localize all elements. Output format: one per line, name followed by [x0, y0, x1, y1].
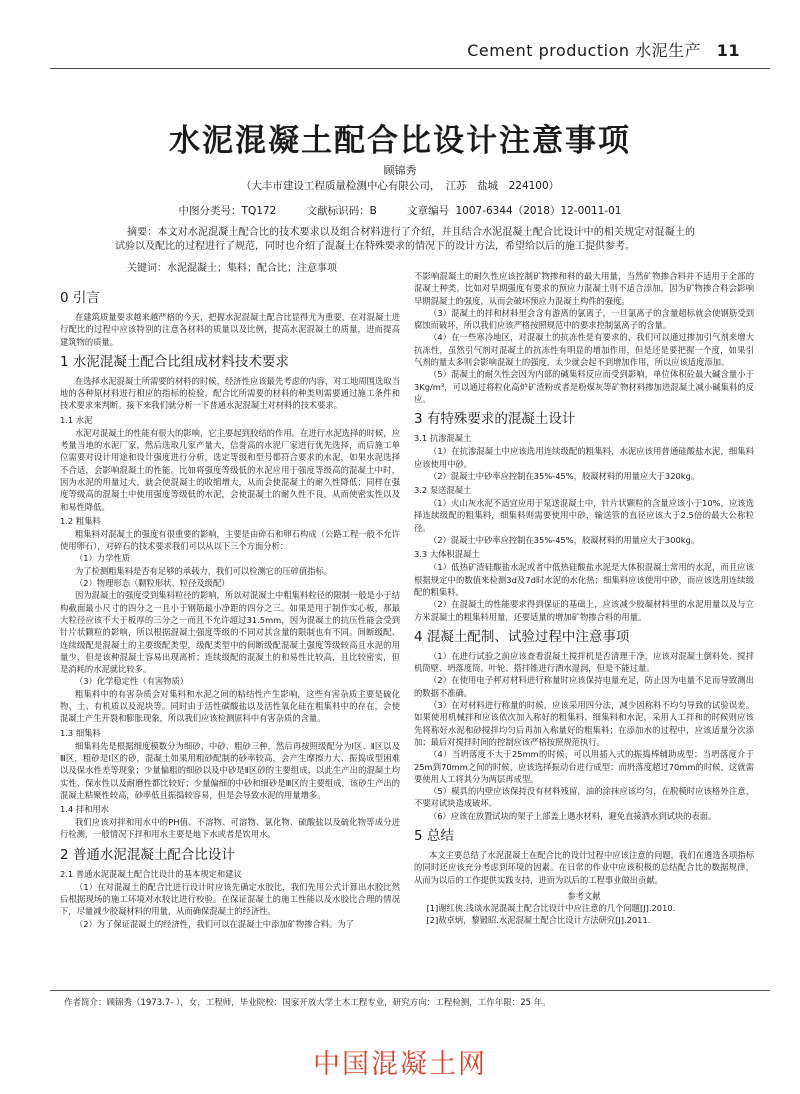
section-heading: 1 水泥混凝土配合比组成材料技术要求 — [60, 353, 289, 370]
paragraph: （2）混凝土中砂率应控制在35%-45%，胶凝材料的用量应大于320kg。 — [428, 470, 700, 481]
footnote-rule — [50, 990, 770, 991]
paragraph: 在选择水泥混凝土所需要的材料的时候，经济性应该最先考虑的内容，对工地周围选取当地的各种原材料进行相应的指标的检验，配合比所需要的材料的种类则需要通过施工条件和技术要求来判断。接下来我们就分析一下普通水泥混凝土对材料的技术要求。 — [60, 375, 400, 411]
paragraph: （3）混凝土的拌和材料里会含有游离的氯离子，一旦氯离子的含量超标就会使钢筋受到腐蚀而破坏，所以我们应该严格按照规范中的要求控制氯离子的含量。 — [414, 307, 754, 331]
reference-item: [2]敖卓炳，黎锻昭.水泥混凝土配合比设计方法研究[J].2011. — [426, 915, 651, 926]
paragraph: （4）在一些寒冷地区，对混凝土的抗冻性是有要求的，我们可以通过掺加引气剂来增大抗冻性，虽然引气剂对混凝土的抗冻性有明显的增加作用，但是还是要把握一个度，如果引气剂的量太多则会影响混凝土的强度，太少就会起不到增加作用，所以应该适度添加。 — [414, 332, 754, 368]
paragraph: 为了检测粗集料是否有足够的承载力，我们可以检测它的压碎值指标。 — [74, 565, 333, 576]
paragraph: （4）当坍落度不大于25mm的时候，可以用插入式的振捣棒辅助成型；当坍落度介于25m到70mm之间的时候，应该选择振动台进行成型；而坍落度超过70mm的时候，这就需要使用人工将其分为两层再成型。 — [414, 749, 754, 784]
clc-number: 中图分类号：TQ172 — [178, 205, 277, 217]
paragraph: （1）在进行试验之前应该查看混凝土搅拌机是否清理干净，应该对混凝土倒料处、搅拌机筒壁、坍落度筒、叶轮、搭拌锥进行洒水湿润，但是不能过量。 — [414, 650, 754, 674]
subsection-heading: 1.1 水泥 — [60, 414, 93, 425]
section-heading: 4 混凝土配制、试验过程中注意事项 — [414, 628, 630, 645]
author-affiliation: （大丰市建设工程质量检测中心有限公司， 江苏 盐城 224100） — [240, 180, 560, 192]
abstract: 摘要：本文对水泥混凝土配合比的技术要求以及组合材料进行了介绍，并且结合水泥混凝土配合比设计中的相关规定对混凝土的试验以及配比的过程进行了规范，同时也介绍了混凝土在特殊要求的情况下的设计方法，希望给以后的施工提供参考。 — [115, 227, 695, 252]
list-item: （3）化学稳定性（有害物质） — [74, 676, 189, 687]
paragraph: （6）应该在放置试块的架子上部盖上遇水材料，避免直接洒水到试块的表面。 — [428, 810, 717, 821]
header-rule — [50, 68, 770, 69]
reference-item: [1]谢红侠.浅谈水泥混凝土配合比设计中应注意的几个问题[J].2010. — [426, 903, 676, 914]
list-item: （2）物理形态（颗粒形状、粒径及级配） — [74, 578, 230, 589]
subsection-heading: 2.1 普通水泥混凝土配合比设计的基本规定和建议 — [60, 868, 242, 879]
subsection-heading: 1.3 细集料 — [60, 727, 101, 738]
journal-name: Cement production 水泥生产 — [467, 41, 702, 60]
author-name: 顾锦秀 — [383, 164, 417, 177]
paragraph: （1）在抗渗混凝土中应该选用连续级配的粗集料，水泥应该用普通硅酸盐水泥，细集料应该使用中砂。 — [414, 446, 754, 469]
paragraph: 细集料先是根据细度模数分为细砂、中砂、粗砂三种，然后再按照级配分为Ⅰ区、Ⅱ区以及Ⅲ区，粗砂是Ⅰ区的砂，混凝土如果用粗砂配制的砂率较高，会产生摩擦力大、振捣成型困难以及保水性差等现象；少量偏粗的细砂以及中砂是Ⅱ区砂的主要组成，以此生产出的混凝土均实性、保水性以及耐磨性都比较好；少量偏细的中砂和细砂是Ⅲ区的主要组成，该砂生产出的混凝土粘聚性较高，砂率低且振捣较容易，但是会导致水泥的用量增多。 — [60, 740, 400, 800]
article-number: 文章编号 1007-6344（2018）12-0011-01 — [407, 205, 622, 217]
paper-title: 水泥混凝土配合比设计注意事项 — [169, 123, 631, 159]
paragraph: 粗集料中的有害杂质会对集料和水泥之间的粘结性产生影响，这些有害杂质主要是硫化物、土、有机质以及泥块等。同时由于活性碳酸盐以及活性氧化硅在粗集料中的存在，会使混凝土产生开裂和膨胀现象，所以我们应该检测原料中有害杂质的含量。 — [60, 688, 400, 724]
paragraph: （1）低热矿渣硅酸盐水泥或者中低热硅酸盐水泥是大体积混凝土常用的水泥，而且应该根据规定中的数值来检测3d及7d时水泥的水化热；细集料应该使用中砂，而应该选用连续级配的粗集料。 — [414, 562, 754, 597]
references-heading: 参考文献 — [567, 890, 601, 901]
subsection-heading: 3.2 泵送混凝土 — [414, 485, 472, 496]
subsection-heading: 3.1 抗渗混凝土 — [414, 433, 472, 444]
keywords: 关键词：水泥混凝土；集料；配合比；注意事项 — [127, 263, 337, 274]
running-header — [467, 38, 740, 61]
paragraph: （2）为了保证混凝土的经济性，我们可以在混凝土中添加矿物掺合料。为了 — [74, 918, 355, 929]
paragraph: （5）模具的内壁应该保持没有材料残留，油的涂抹应该均匀，在脱模时应该格外注意，不要对试块造成破坏。 — [414, 786, 754, 809]
right-column — [414, 270, 754, 927]
paragraph: （5）混凝土的耐久性会因为内部的碱集料反应而受到影响，单位体积砼最大碱含量小于3Kg/m³，可以通过将粒化高炉矿渣粉或者是粉煤灰等矿物材料掺加进混凝土减小碱集料的反应。 — [414, 369, 754, 404]
left-column — [60, 284, 400, 930]
document-code: 文献标识码：B — [306, 205, 377, 217]
subsection-heading: 1.2 粗集料 — [60, 515, 101, 526]
list-item: （1）力学性质 — [74, 553, 130, 564]
paragraph: 水泥对混凝土的性能有很大的影响，它主要起到胶结的作用。在进行水泥选择的时候，应考量当地的水泥厂家，然后选取几家产量大，信誉高的水泥厂家进行优先选择，而后施工单位需要对设计用途和设计强度进行分析，选定等级和型号都符合要求的水泥，如果水泥选择不合适，会影响混凝土的性能。比如将强度等级低的水泥应用于强度等级高的混凝土中时，因为水泥的用量过大，就会使混凝土的收缩增大，从而会使混凝土的耐久性降低；同样在强度等级高的混凝土中使用强度等级低的水泥，会使混凝土的耐久性不良，从而使密实性以及和易性降低。 — [60, 427, 400, 512]
site-watermark: 中国混凝土网 — [313, 1049, 487, 1080]
paragraph: 因为混凝土的强度受到集料粒径的影响，所以对混凝土中粗集料粒径的限制一般是小于结构截面最小尺寸的四分之一且小于钢筋最小净距的四分之三。如果是用于制作实心板，那最大粒径应该不大于板厚的三分之一而且不允许超过31.5mm，因为混凝土的抗压性能会受到针片状颗粒的影响，所以根据混凝土强度等级的不同对其含量的限制也有不同。间断级配、连续级配是混凝土的主要级配类型，级配类型中的间断级配混凝土强度等级较高且水泥的用量少，但是该种混凝土容易出现离析；连续级配的混凝土的和易性比较高，且比较密实，但是消耗的水泥就比较多。 — [60, 590, 400, 675]
paragraph: （2）在使用电子秤对材料进行称量时应该保持电量充足，防止因为电量不足而导致测出的数据不准确。 — [414, 675, 754, 698]
paragraph: 我们应该对拌和用水中的PH值、不溶物、可溶物、氯化物、硫酸盐以及硫化物等成分进行检测，一般情况下拌和用水主要是地下水或者是饮用水。 — [60, 817, 400, 840]
page-number: 11 — [716, 41, 740, 60]
section-heading: 0 引言 — [60, 290, 100, 306]
section-heading: 5 总结 — [414, 827, 454, 844]
subsection-heading: 1.4 拌和用水 — [60, 804, 110, 815]
paragraph: 本文主要总结了水泥混凝土在配合比的设计过程中应该注意的问题，我们在遴选各项指标的同时还应该充分考虑到环境的因素。在日常的作业中应该积极的总结配合比的数据规律，从而为以后的工作提供实践支持，进而为以后的工程事业做出贡献。 — [414, 849, 754, 885]
subsection-heading: 3.3 大体积混凝土 — [414, 549, 480, 560]
paragraph: （2）混凝土中砂率应控制在35%-45%，胶凝材料的用量应大于300kg。 — [428, 535, 700, 546]
author-bio: 作者简介：顾锦秀（1973.7- ），女，工程师，毕业院校：国家开放大学土木工程专业，研究方向：工程检测，工作年限：25 年。 — [64, 998, 551, 1008]
section-heading: 3 有特殊要求的混凝土设计 — [414, 411, 576, 428]
paragraph: （1）在对混凝土的配合比进行设计时应该先确定水胶比，我们先用公式计算出水胶比然后根据现场的施工环境对水胶比进行校验。在保证混凝土的施工性能以及水胶比合理的情况下，尽量减少胶凝材料的用量，从而确保混凝土的经济性。 — [60, 881, 400, 917]
paragraph: 不影响混凝土的耐久性应该控制矿物掺和料的最大用量，当然矿物掺合料并不适用于全部的混凝土种类，比如对早期强度有要求的预应力混凝土则不适合添加，因为矿物掺合料会影响早期混凝土的强度，从而会破坏预应力混凝土构件的强度。 — [414, 271, 754, 306]
paragraph: （1）火山灰水泥不适宜应用于泵送混凝土中，针片状颗粒的含量应该小于10%，应该选择连续级配的粗集料，细集料则需要使用中砂，输送管的直径应该大于2.5倍的最大公称粒径。 — [414, 498, 754, 533]
paragraph: 粗集料对混凝土的强度有很重要的影响，主要是由碎石和卵石构成（公路工程一般不允许使用卵石），对碎石的技术要求我们可以从以下三个方面分析： — [60, 528, 400, 552]
paragraph: （2）在混凝土的性能要求得到保证的基础上，应该减少胶凝材料里的水泥用量以及与立方米混凝土的粗集料用量，还要适量的增加矿物掺合料的用量。 — [414, 599, 754, 622]
classification-line — [0, 203, 800, 218]
paragraph: （3）在对材料进行称量的时候，应该采用四分法，减少因称料不均匀导致的试验误差。如果使用机械拌和应该依次加入称好的粗集料、细集料和水泥，采用人工拌和的时候则应该先将称好水泥和砂搅拌均匀后再加入称量好的粗集料；在添加水的过程中，应该适量分次添加；最后对搅拌时间的控制应该严格按照规范执行。 — [414, 700, 754, 747]
paragraph: 在建筑质量要求越来越严格的今天，把握水泥混凝土配合比显得尤为重要，在对混凝土进行配比的过程中应该特别的注意各材料的质量以及比例，提高水泥混凝土的质量，进而提高建筑物的质量。 — [60, 312, 400, 347]
section-heading: 2 普通水泥混凝土配合比设计 — [60, 846, 235, 863]
